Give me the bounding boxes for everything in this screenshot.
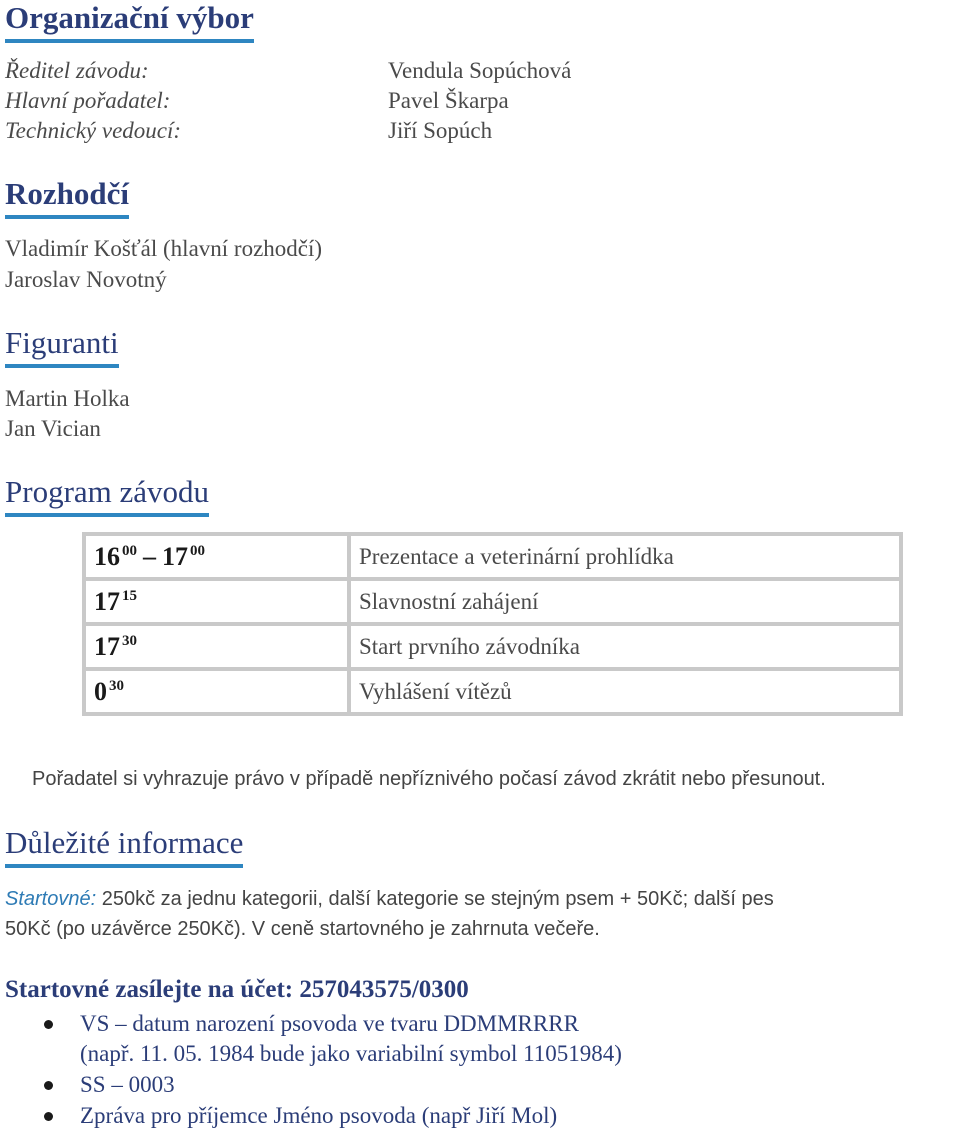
time-cell: 0 $^{30}$ xyxy=(84,669,349,714)
account-heading: Startovné zasílejte na účet: 257043575/0300 xyxy=(5,976,469,1003)
figurant-line: Martin Holka xyxy=(5,386,130,411)
figurant-line: Jan Vician xyxy=(5,416,101,441)
program-table xyxy=(82,532,903,716)
name-technicky-vedouci: Jiří Sopúch xyxy=(388,118,493,143)
startovne-line-1 xyxy=(5,884,774,914)
bullet-icon xyxy=(44,1020,53,1029)
startovne-label: Startovné: xyxy=(5,888,97,910)
heading-rozhodci: Rozhodčí xyxy=(5,176,129,219)
desc-cell: Slavnostní zahájení xyxy=(349,579,901,624)
table-row xyxy=(84,624,901,669)
weather-note: Pořadatel si vyhrazuje právo v případě nepříznivého počasí závod zkrátit nebo přesunout. xyxy=(32,768,826,790)
desc-cell: Start prvního závodníka xyxy=(349,624,901,669)
time-cell: 17 $^{30}$ xyxy=(84,624,349,669)
role-hlavni-poradatel: Hlavní pořadatel: xyxy=(5,88,171,113)
desc-cell: Prezentace a veterinární prohlídka xyxy=(349,534,901,579)
bullet-icon xyxy=(44,1112,53,1121)
heading-figuranti: Figuranti xyxy=(5,325,119,368)
time-cell: 16 $^{00}$ – 17 $^{00}$ xyxy=(84,534,349,579)
table-row xyxy=(84,534,901,579)
role-reditel: Ředitel závodu: xyxy=(5,58,149,83)
bullet-icon xyxy=(44,1081,53,1090)
payment-item: SS – 0003 xyxy=(80,1072,175,1097)
rozhodci-line: Vladimír Košťál (hlavní rozhodčí) xyxy=(5,236,323,261)
payment-item-detail: (např. 11. 05. 1984 bude jako variabilní symbol 11051984) xyxy=(80,1041,622,1066)
heading-program-zavodu: Program závodu xyxy=(5,474,209,517)
role-technicky-vedouci: Technický vedoucí: xyxy=(5,118,182,143)
desc-cell: Vyhlášení vítězů xyxy=(349,669,901,714)
heading-dulezite-informace: Důležité informace xyxy=(5,825,243,868)
startovne-line-2: 50Kč (po uzávěrce 250Kč). V ceně startovného je zahrnuta večeře. xyxy=(5,918,600,940)
table-row xyxy=(84,579,901,624)
payment-item: Zpráva pro příjemce Jméno psovoda (např Jiří Mol) xyxy=(80,1103,558,1128)
startovne-text: 250kč za jednu kategorii, další kategorie se stejným psem + 50Kč; další pes xyxy=(96,888,774,910)
payment-item: VS – datum narození psovoda ve tvaru DDMMRRRR xyxy=(80,1011,579,1036)
name-reditel: Vendula Sopúchová xyxy=(388,58,572,83)
name-hlavni-poradatel: Pavel Škarpa xyxy=(388,88,509,113)
heading-organizacni-vybor: Organizační výbor xyxy=(5,0,254,43)
rozhodci-line: Jaroslav Novotný xyxy=(5,267,167,292)
time-cell: 17 $^{15}$ xyxy=(84,579,349,624)
table-row xyxy=(84,669,901,714)
